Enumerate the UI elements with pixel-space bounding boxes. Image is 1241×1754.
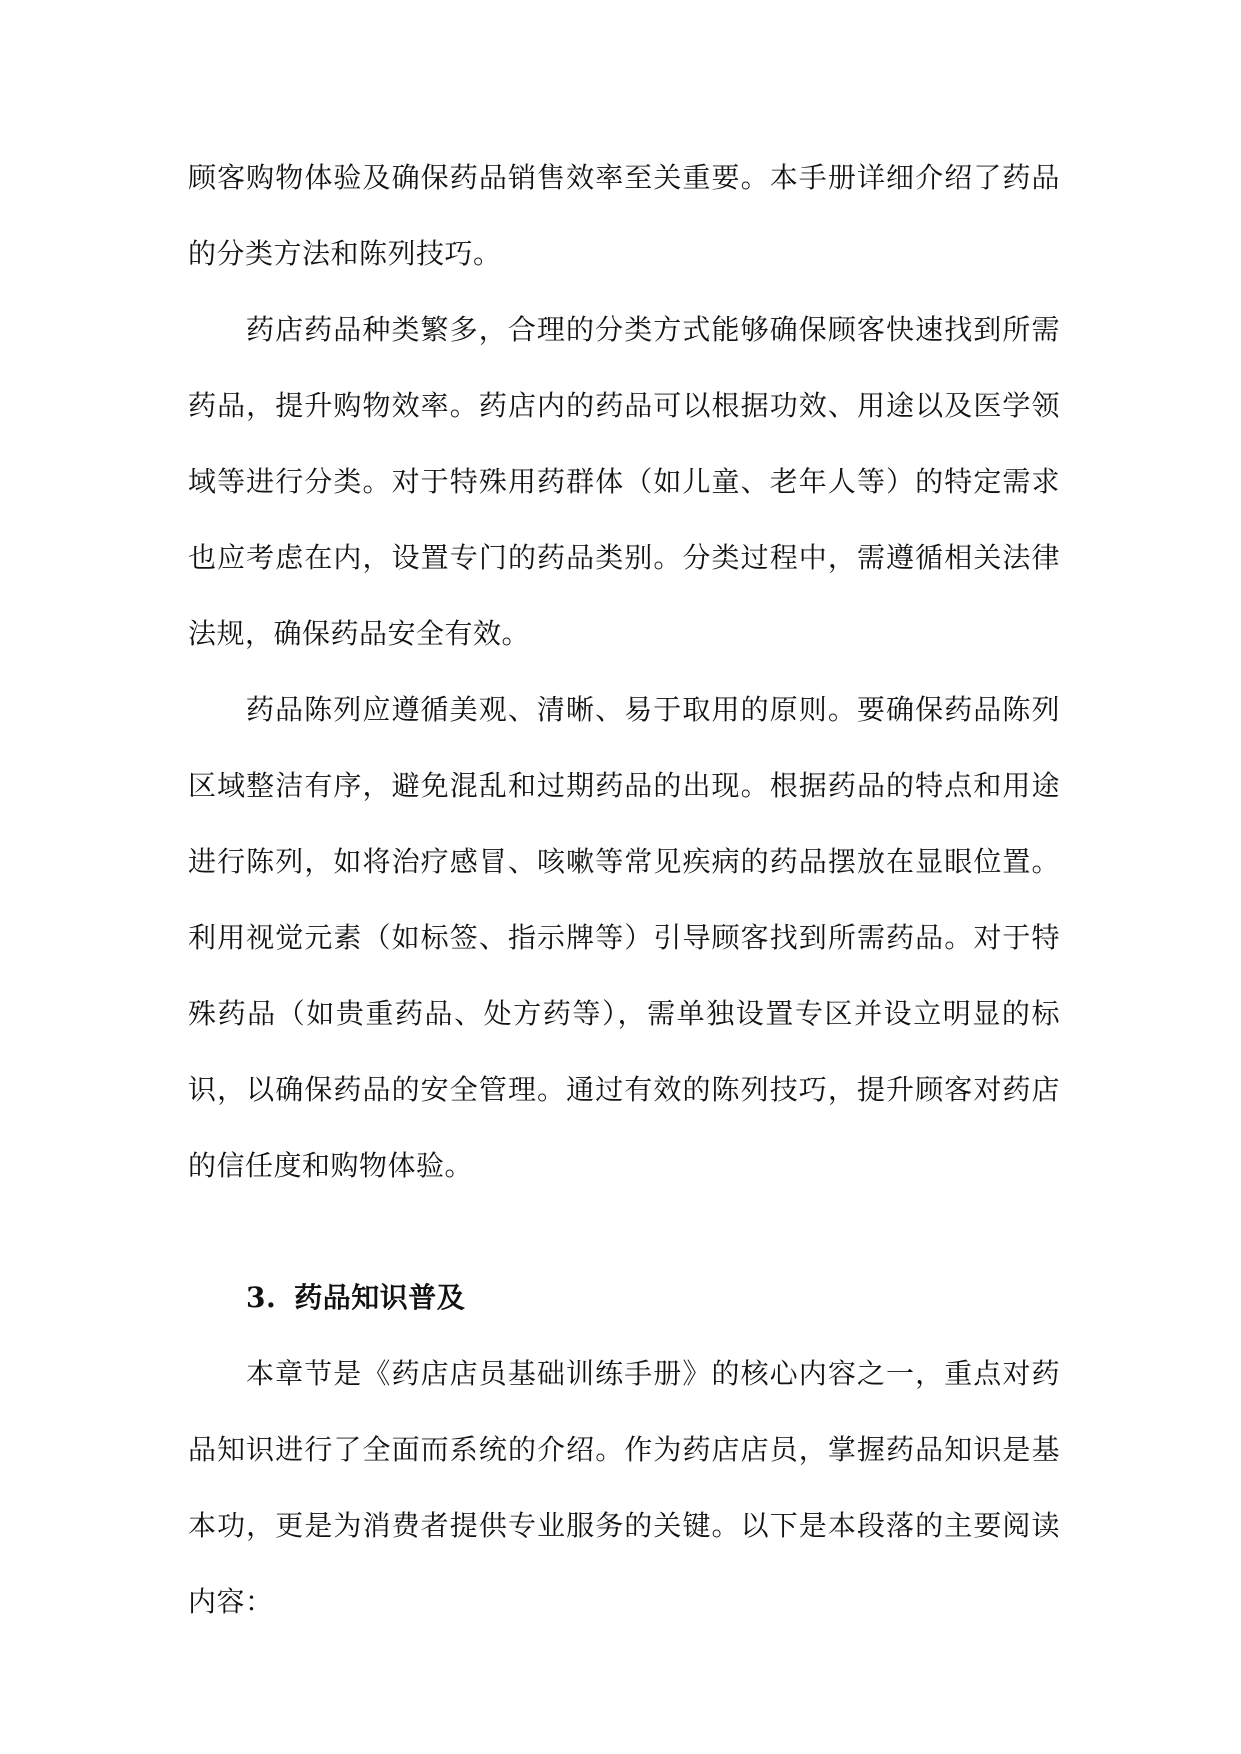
section-title: 药品知识普及: [294, 1281, 466, 1314]
paragraph-continued-intro: 顾客购物体验及确保药品销售效率至关重要。本手册详细介绍了药品的分类方法和陈列技巧。: [188, 161, 1060, 270]
document-body: [188, 140, 1060, 1640]
paragraph-drug-classification: 药店药品种类繁多，合理的分类方式能够确保顾客快速找到所需药品，提升购物效率。药店内的药品可以根据功效、用途以及医学领域等进行分类。对于特殊用药群体（如儿童、老年人等）的特定需求也应考虑在内，设置专门的药品类别。分类过程中，需遵循相关法律法规，确保药品安全有效。: [188, 313, 1060, 650]
section-number: 3.: [246, 1281, 277, 1314]
section-heading: [188, 1260, 1060, 1336]
paragraph-drug-display: 药品陈列应遵循美观、清晰、易于取用的原则。要确保药品陈列区域整洁有序，避免混乱和过期药品的出现。根据药品的特点和用途进行陈列，如将治疗感冒、咳嗽等常见疾病的药品摆放在显眼位置。利用视觉元素（如标签、指示牌等）引导顾客找到所需药品。对于特殊药品（如贵重药品、处方药等），需单独设置专区并设立明显的标识，以确保药品的安全管理。通过有效的陈列技巧，提升顾客对药店的信任度和购物体验。: [188, 693, 1060, 1182]
paragraph-drug-knowledge: 本章节是《药店店员基础训练手册》的核心内容之一，重点对药品知识进行了全面而系统的介绍。作为药店店员，掌握药品知识是基本功，更是为消费者提供专业服务的关键。以下是本段落的主要阅读内容：: [188, 1357, 1060, 1618]
